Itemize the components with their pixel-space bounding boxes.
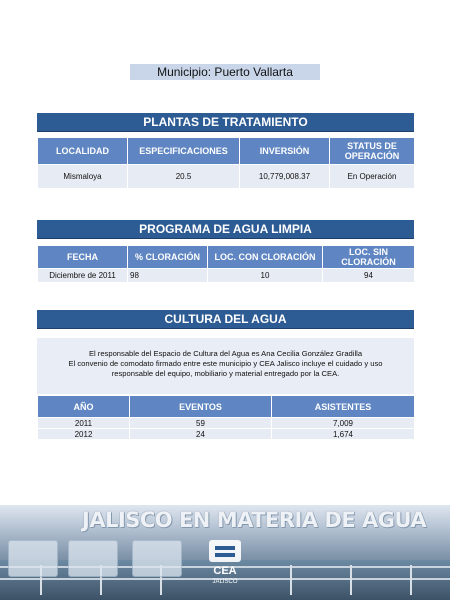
col-header: INVERSIÓN [240,138,330,165]
cultura-description [37,338,414,394]
table-row [38,418,415,429]
table-row [38,269,415,283]
table-cell: 2011 [38,418,130,429]
railing-post [410,565,412,595]
table-cell: 10,779,008.37 [240,165,330,189]
col-header: FECHA [38,246,128,269]
programa-title: PROGRAMA DE AGUA LIMPIA [37,220,414,238]
table-cell: 98 [128,269,208,283]
banner-photo-thumb [68,540,118,577]
table-cell: 94 [323,269,415,283]
table-cell: 20.5 [128,165,240,189]
col-header: LOC. SIN CLORACIÓN [323,246,415,269]
cultura-responsable-text: El responsable del Espacio de Cultura del Agua es Ana Cecilia González Gradilla [88,349,363,358]
plantas-title: PLANTAS DE TRATAMIENTO [37,113,414,131]
programa-table [37,245,415,283]
table-cell: 59 [130,418,272,429]
col-header: STATUS DE OPERACIÓN [330,138,415,165]
table-row [38,429,415,440]
table-cell: 24 [130,429,272,440]
col-header: AÑO [38,396,130,418]
cea-jalisco-logo-icon [205,538,245,596]
table-header-row [38,246,415,269]
municipio-label: Municipio: Puerto Vallarta [130,64,320,80]
plantas-table [37,137,415,189]
cultura-title: CULTURA DEL AGUA [37,310,414,328]
table-cell: 10 [208,269,323,283]
table-cell: 1,674 [272,429,415,440]
col-header: EVENTOS [130,396,272,418]
table-cell: En Operación [330,165,415,189]
table-cell: 2012 [38,429,130,440]
banner-photo-thumb [8,540,58,577]
table-cell: 7,009 [272,418,415,429]
table-cell: Diciembre de 2011 [38,269,128,283]
col-header: ASISTENTES [272,396,415,418]
col-header: ESPECIFICACIONES [128,138,240,165]
cultura-table [37,395,415,440]
banner-photo-thumb [132,540,182,577]
col-header: LOC. CON CLORACIÓN [208,246,323,269]
col-header: LOCALIDAD [38,138,128,165]
cultura-convenio-text: El convenio de comodato firmado entre este municipio y CEA Jalisco incluye el cuidado y uso responsable del equipo, mobiliario y material entregado por la CEA. [68,359,383,378]
table-header-row [38,396,415,418]
railing-post [350,565,352,595]
logo-text: CEA [213,565,237,577]
banner-title: JALISCO EN MATERIA DE AGUA [82,508,427,532]
logo-subtext: JALISCO [212,579,238,585]
col-header: % CLORACIÓN [128,246,208,269]
railing-post [290,565,292,595]
table-row [38,165,415,189]
table-header-row [38,138,415,165]
table-cell: Mismaloya [38,165,128,189]
